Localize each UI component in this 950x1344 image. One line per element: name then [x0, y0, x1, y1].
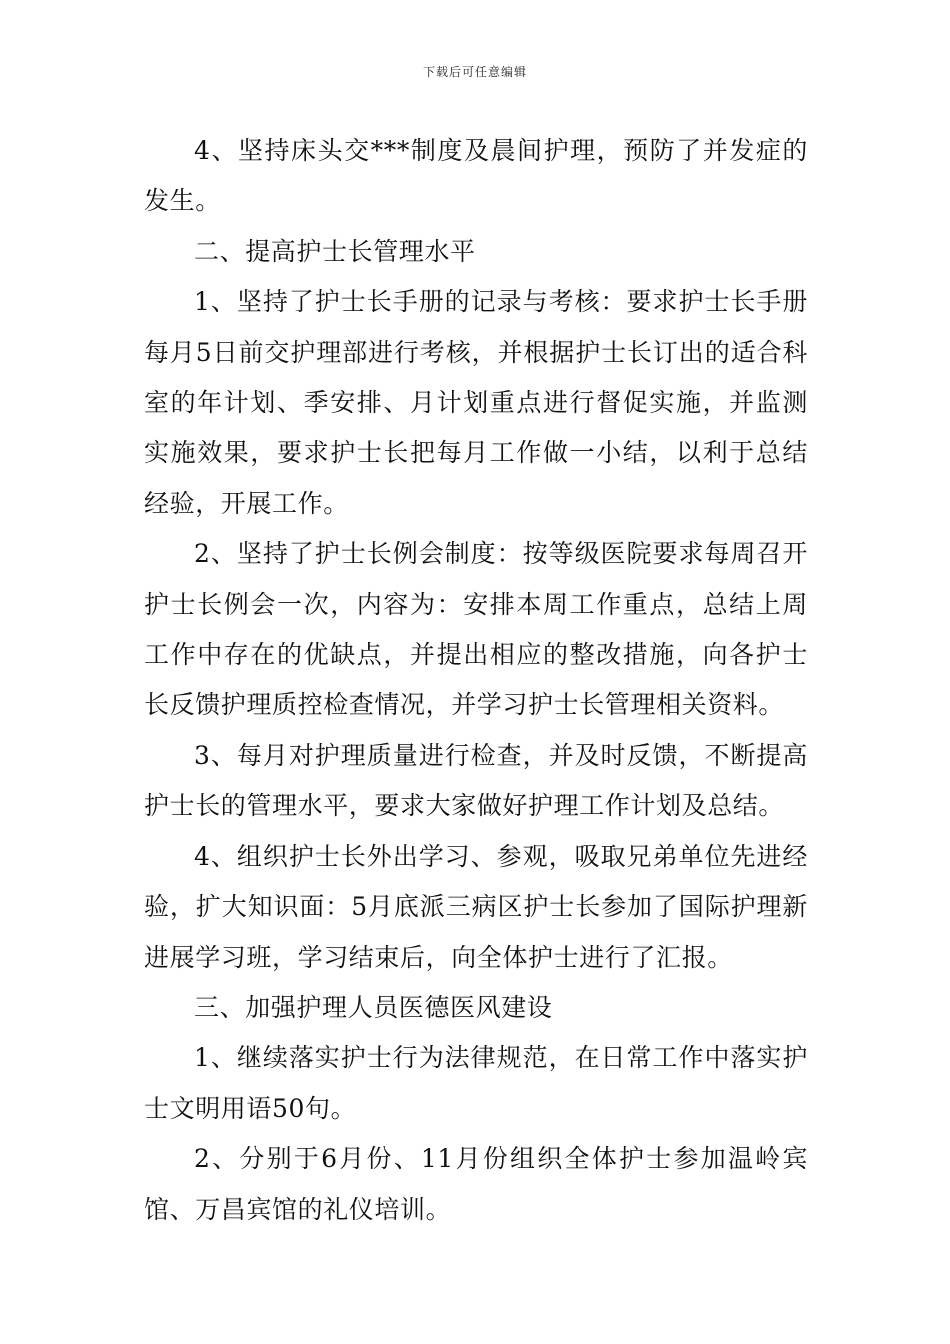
paragraph-item-4-bedside-handover: 4、坚持床头交***制度及晨间护理，预防了并发症的发生。 — [144, 136, 808, 216]
page-header-note: 下载后可任意编辑 — [422, 65, 527, 79]
section-heading-2: 二、提高护士长管理水平 — [194, 236, 476, 266]
paragraph-head-nurse-meeting: 2、坚持了护士长例会制度：按等级医院要求每周召开护士长例会一次，内容为：安排本周工作重点，总结上周工作中存在的优缺点，并提出相应的整改措施，向各护士长反馈护理质控检查情况，并学习护士长管理相关资料。 — [144, 539, 808, 720]
paragraph-etiquette-training: 2、分别于6月份、11月份组织全体护士参加温岭宾馆、万昌宾馆的礼仪培训。 — [144, 1144, 808, 1224]
paragraph-quality-inspection: 3、每月对护理质量进行检查，并及时反馈，不断提高护士长的管理水平，要求大家做好护理工作计划及总结。 — [144, 740, 808, 821]
paragraph-code-of-conduct: 1、继续落实护士行为法律规范，在日常工作中落实护士文明用语50句。 — [144, 1043, 808, 1123]
document-body — [144, 126, 808, 1235]
section-heading-3: 三、加强护理人员医德医风建设 — [194, 992, 553, 1022]
paragraph-head-nurse-handbook: 1、坚持了护士长手册的记录与考核：要求护士长手册每月5日前交护理部进行考核，并根据护士长订出的适合科室的年计划、季安排、月计划重点进行督促实施，并监测实施效果，要求护士长把每月工作做一小结，以利于总结经验，开展工作。 — [144, 287, 808, 518]
paragraph-external-study: 4、组织护士长外出学习、参观，吸取兄弟单位先进经验，扩大知识面：5月底派三病区护士长参加了国际护理新进展学习班，学习结束后，向全体护士进行了汇报。 — [144, 841, 808, 972]
